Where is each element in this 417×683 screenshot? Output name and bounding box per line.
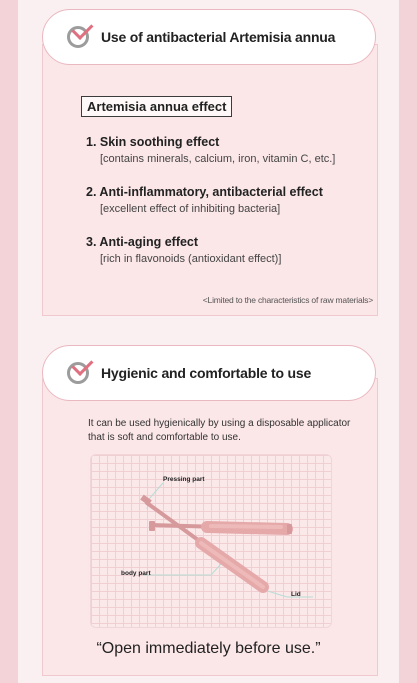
effect-desc: [contains minerals, calcium, iron, vitamin C, etc.] bbox=[100, 153, 336, 165]
applicator-diagram bbox=[90, 454, 332, 628]
section-hygienic-header bbox=[42, 345, 376, 401]
effect-item bbox=[86, 235, 376, 265]
pressing-part-label: Pressing part bbox=[163, 476, 205, 483]
usage-quote: “Open immediately before use.” bbox=[96, 640, 321, 657]
materials-note: <Limited to the characteristics of raw materials> bbox=[202, 295, 373, 305]
section-title: Use of antibacterial Artemisia annua bbox=[101, 29, 336, 45]
effect-desc: [excellent effect of inhibiting bacteria] bbox=[100, 203, 281, 215]
checkmark-circle-icon bbox=[67, 362, 89, 384]
section-artemisia-header bbox=[42, 9, 376, 65]
checkmark-circle-icon bbox=[67, 26, 89, 48]
effect-item bbox=[86, 135, 376, 165]
effect-box-title: Artemisia annua effect bbox=[81, 96, 232, 117]
applicator-illustration bbox=[91, 455, 331, 627]
effect-item bbox=[86, 185, 376, 215]
applicator-horizontal bbox=[149, 521, 292, 534]
body-part-label: body part bbox=[121, 570, 151, 577]
effect-title: 1. Skin soothing effect bbox=[86, 135, 220, 149]
applicator-diagonal bbox=[140, 495, 263, 587]
effect-desc: [rich in flavonoids (antioxidant effect)] bbox=[100, 253, 282, 265]
section-artemisia-card bbox=[42, 44, 378, 316]
lid-label: Lid bbox=[291, 591, 301, 598]
section-title: Hygienic and comfortable to use bbox=[101, 365, 312, 381]
effect-title: 2. Anti-inflammatory, antibacterial effect bbox=[86, 185, 323, 199]
effect-title: 3. Anti-aging effect bbox=[86, 235, 199, 249]
page bbox=[18, 0, 399, 683]
hygienic-intro-text: It can be used hygienically by using a disposable applicator that is soft and comfortable to use. bbox=[88, 418, 351, 443]
